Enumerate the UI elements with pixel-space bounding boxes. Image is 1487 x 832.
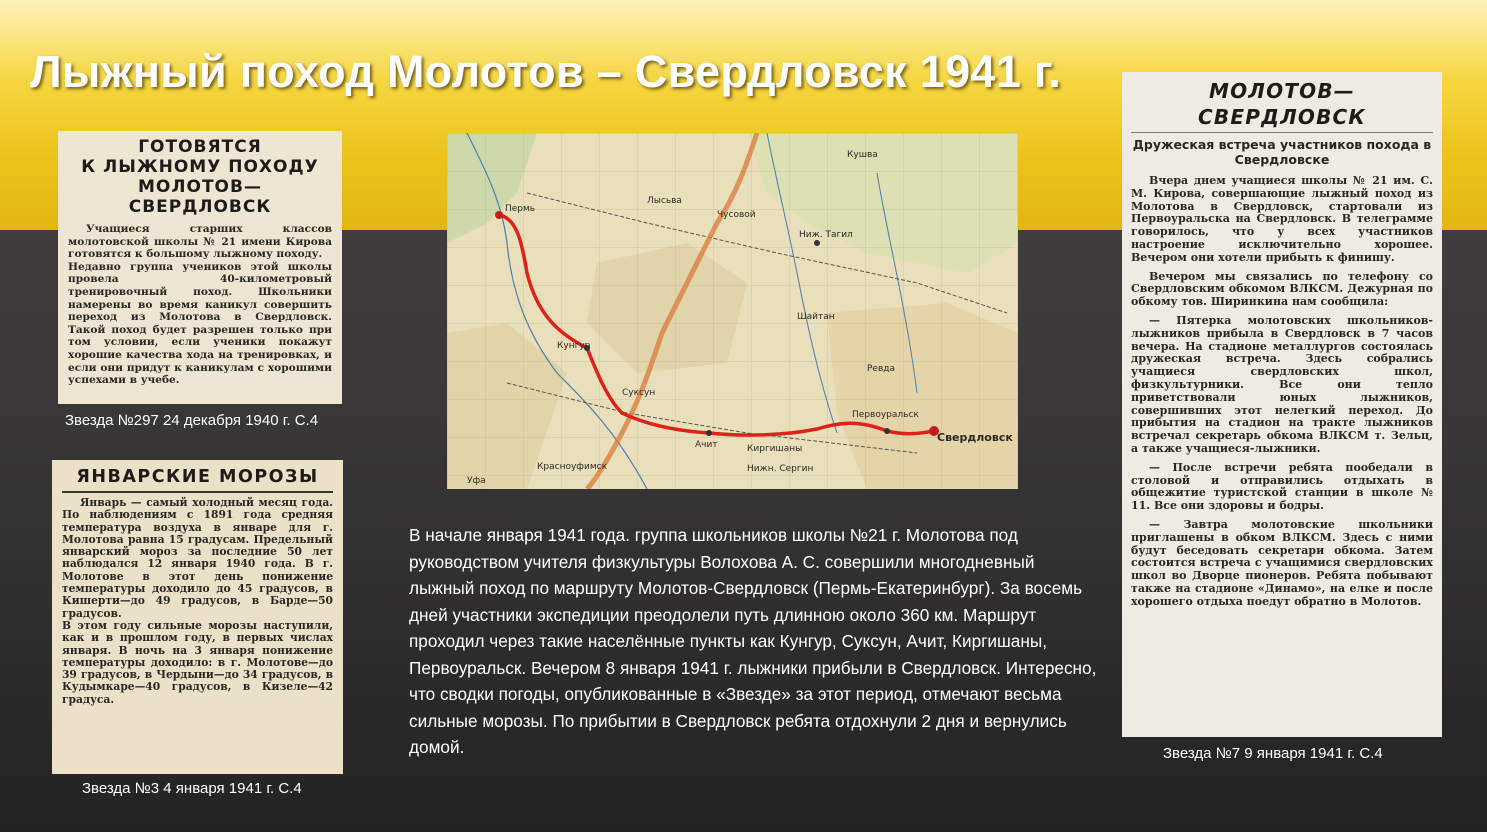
map-label: Шайтан xyxy=(797,312,835,322)
clipping-headline: ЯНВАРСКИЕ МОРОЗЫ xyxy=(62,466,333,493)
map-label: Лысьва xyxy=(647,196,682,206)
city-marker-achit xyxy=(706,430,712,436)
clipping-caption: Звезда №297 24 декабря 1940 г. С.4 xyxy=(65,412,319,429)
clipping-text: Учащиеся старших классов молотовской школы № 21 имени Кирова готовятся к большому лыжному походу. Недавно группа учеников этой школы провела 40-километровый тренировочный поход. Школьники намерены во время каникул совершить переход из Молотова в Свердловск. Такой поход будет разрешен только при том условии, если ученики покажут хорошие качества хода на тренировках, и если они придут к каникулам с хорошими успехами в учебе. xyxy=(68,223,332,387)
clipping-paragraph: Вечером мы связались по телефону со Свердловским обкомом ВЛКСМ. Дежурная по обкому тов. Ширинкина нам сообщила: xyxy=(1131,269,1433,309)
newspaper-clipping-meeting xyxy=(1122,72,1442,737)
map-label: Красноуфимск xyxy=(537,462,608,472)
clipping-subheadline: Дружеская встреча участников похода в Свердловске xyxy=(1132,137,1432,167)
map-label: Пермь xyxy=(505,204,536,214)
map-label: Свердловск xyxy=(937,431,1013,444)
clipping-paragraph: — После встречи ребята пообедали в столовой и отправились отдыхать в общежитие туристской станции в школе № 11. Все они здоровы и бодры. xyxy=(1131,460,1433,513)
map-label: Ниж. Тагил xyxy=(799,230,853,240)
clipping-caption: Звезда №7 9 января 1941 г. С.4 xyxy=(1163,745,1383,762)
clipping-paragraph: Вчера днем учащиеся школы № 21 им. С. М. Кирова, совершающие лыжный поход из Молотова в Свердловск, стартовали из Первоуральска на Свердловск. В телеграмме говорилось, что у всех участников настроение исключительно хорошее. Вечером они хотели прибыть к финишу. xyxy=(1131,174,1433,264)
description-text: В начале января 1941 года. группа школьников школы №21 г. Молотова под руководством учителя физкультуры Волохова А. С. совершили многодневный лыжный поход по маршруту Молотов-Свердловск (Пермь-Екатеринбург). За восемь дней участники экспедиции преодолели путь длинною около 360 км. Маршрут проходил через такие населённые пункты как Кунгур, Суксун, Ачит, Киргишаны, Первоуральск. Вечером 8 января 1941 г. лыжники прибыли в Свердловск. Интересно, что сводки погоды, опубликованные в «Звезде» за этот период, отмечают весьма сильные морозы. По прибытии в Свердловск ребята отдохнули 2 дня и вернулись домой. xyxy=(409,525,1097,757)
slide-title: Лыжный поход Молотов – Свердловск 1941 г. xyxy=(30,46,1062,97)
route-map-svg xyxy=(447,133,1018,489)
map-label: Ревда xyxy=(867,364,896,374)
map-label: Суксун xyxy=(622,388,656,398)
map-label: Уфа xyxy=(467,476,486,486)
clipping-headline: МОЛОТОВ—СВЕРДЛОВСК xyxy=(1131,78,1433,133)
route-map xyxy=(447,133,1018,489)
city-marker-perm xyxy=(495,211,503,219)
newspaper-clipping-frosts xyxy=(52,460,343,774)
clipping-headline: ГОТОВЯТСЯ К ЛЫЖНОМУ ПОХОДУ МОЛОТОВ—СВЕРДЛОВСК xyxy=(81,137,319,217)
newspaper-clipping-preparing xyxy=(58,131,342,404)
clipping-text: Январь — самый холодный месяц года. По наблюдениям с 1891 года средняя температура воздуха в январе для г. Молотова равна 15 градусам. Предельный январский мороз за последние 50 лет наблюдался 12 января 1940 года. В г. Молотове в этот день понижение температуры доходило до 45 градусов, в Кишерти—до 49 градусов, в Барде—50 градусов. В этом году сильные морозы наступили, как и в прошлом году, в первых числах января. В ночь на 3 января понижение температуры доходило: в г. Молотове—до 39 градусов, в Чердыни—до 34 градусов, в Кудымкаре—40 градусов, в Кизеле—42 градуса. xyxy=(62,496,333,706)
map-label: Кунгур xyxy=(557,341,591,351)
map-label: Ачит xyxy=(695,440,718,450)
map-label: Чусовой xyxy=(717,210,756,220)
map-label: Кушва xyxy=(847,150,878,160)
clipping-paragraph: — Пятерка молотовских школьников-лыжников прибыла в Свердловск в 7 часов вечера. На стадионе металлургов состоялась дружеская встреча. Здесь собрались учащиеся свердловских школ, физкультурники. Все они тепло приветствовали юных лыжников, совершивших этот нелегкий переход. До прибытия на стадион на тракте лыжников встречал секретарь обкома ВЛКСМ т. Зельц, а также учащиеся-лыжники. xyxy=(1131,313,1433,455)
map-label: Киргишаны xyxy=(747,444,803,454)
clipping-caption: Звезда №3 4 января 1941 г. С.4 xyxy=(82,780,302,797)
clipping-paragraph: — Завтра молотовские школьники приглашены в обком ВЛКСМ. Здесь с ними будут беседовать секретари обкома. Затем состоится встреча с учащимися свердловских школ во Дворце пионеров. Ребята побывают также на стадионе «Динамо», на елке и после хорошего отдыха поедут обратно в Молотов. xyxy=(1131,517,1433,608)
city-marker-tagil xyxy=(814,240,820,246)
map-label: Первоуральск xyxy=(852,410,919,420)
map-label: Нижн. Сергин xyxy=(747,464,814,474)
city-marker-pervouralsk xyxy=(884,428,890,434)
